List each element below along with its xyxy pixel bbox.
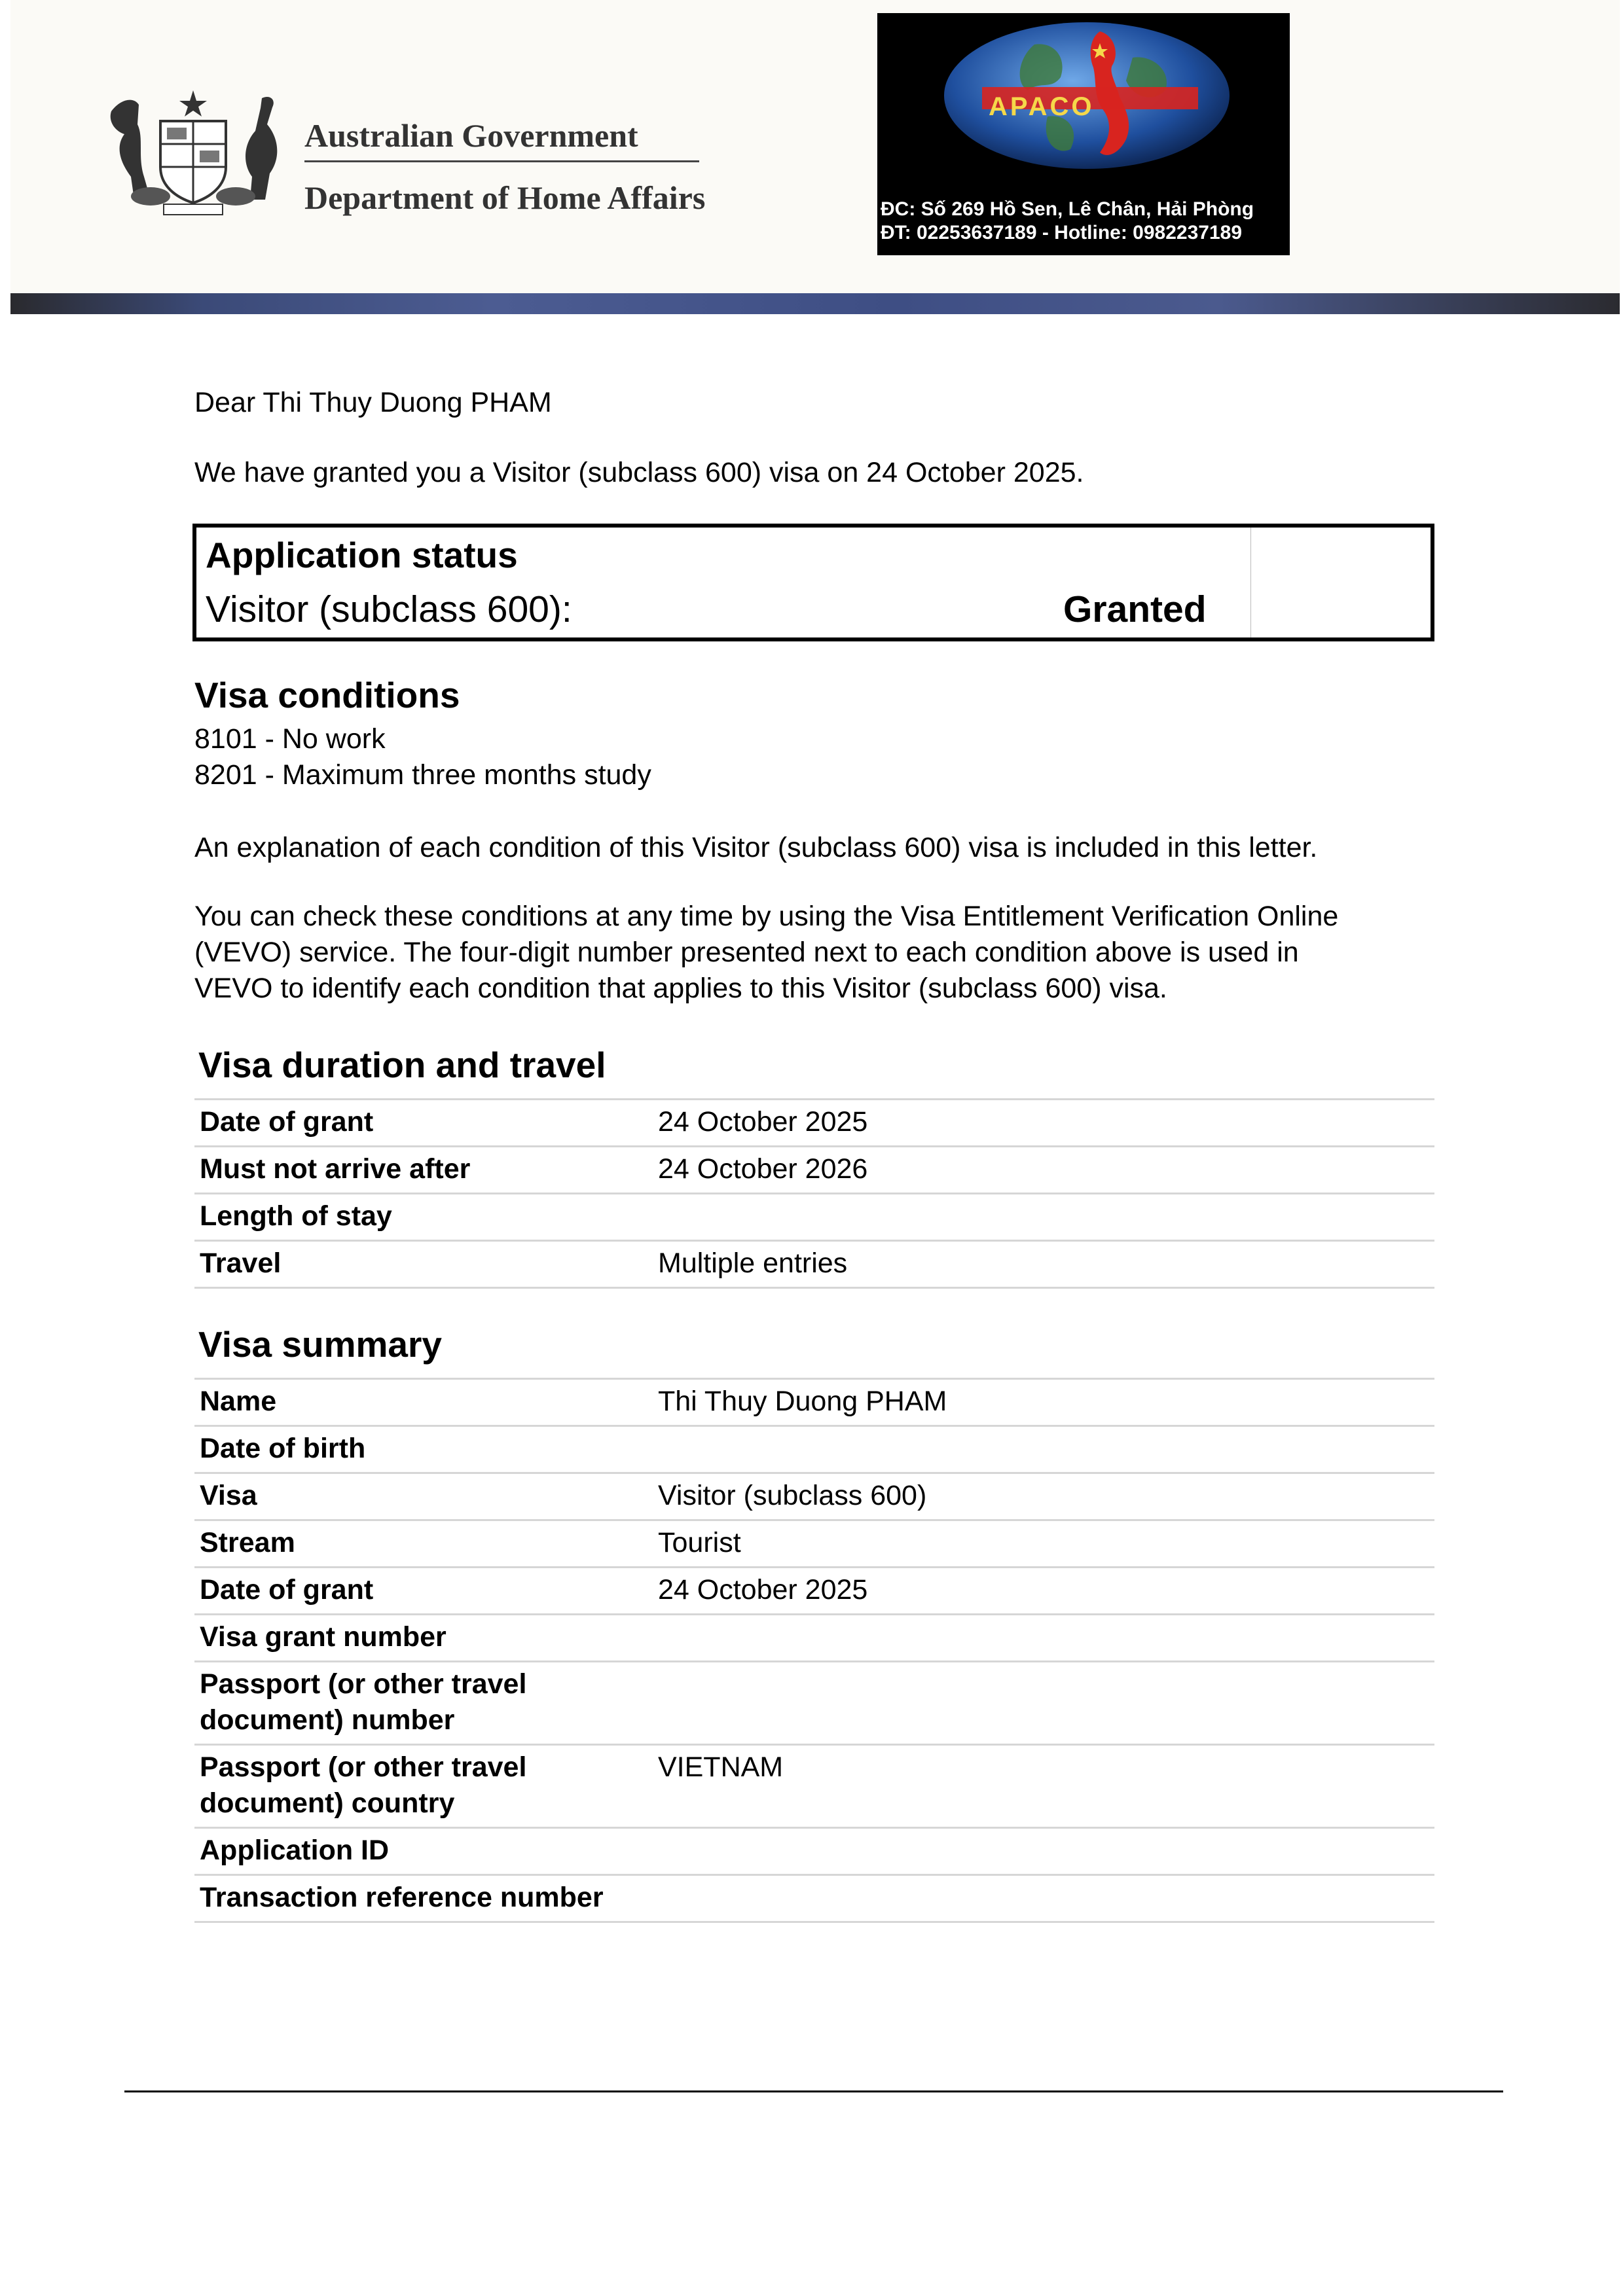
row-label: Passport (or other travel document) number — [200, 1668, 527, 1736]
row-label: Date of grant — [200, 1106, 374, 1138]
row-value: Thi Thuy Duong PHAM — [658, 1386, 947, 1417]
application-status-title: Application status — [206, 535, 518, 575]
row-value: 24 October 2025 — [658, 1574, 868, 1605]
row-label: Date of birth — [200, 1433, 366, 1464]
agency-address: ĐC: Số 269 Hồ Sen, Lê Chân, Hải Phòng — [881, 198, 1254, 220]
vevo-line: VEVO to identify each condition that applies to this Visitor (subclass 600) visa. — [194, 973, 1167, 1004]
table-row — [194, 1380, 1434, 1427]
row-label: Transaction reference number — [200, 1882, 604, 1913]
row-label: Must not arrive after — [200, 1153, 471, 1185]
table-row — [194, 1474, 1434, 1521]
agency-logo-text: APACO — [989, 92, 1095, 121]
table-row — [194, 1194, 1434, 1242]
table-row — [194, 1876, 1434, 1923]
status-badge: Granted — [1063, 588, 1207, 630]
row-value: Visitor (subclass 600) — [658, 1480, 927, 1511]
visa-duration-title: Visa duration and travel — [198, 1045, 606, 1085]
vevo-line: You can check these conditions at any time by using the Visa Entitlement Verification Online — [194, 901, 1339, 932]
table-row — [194, 1829, 1434, 1876]
row-label: Application ID — [200, 1835, 390, 1866]
table-row — [194, 1746, 1434, 1829]
condition-item: 8101 - No work — [194, 723, 386, 755]
table-row — [194, 1100, 1434, 1147]
visa-summary-title: Visa summary — [198, 1324, 443, 1365]
visa-conditions-title: Visa conditions — [194, 675, 460, 715]
grant-statement: We have granted you a Visitor (subclass 600) visa on 24 October 2025. — [194, 457, 1084, 488]
condition-item: 8201 - Maximum three months study — [194, 759, 651, 791]
table-row — [194, 1662, 1434, 1746]
visa-summary-table — [194, 1378, 1434, 1923]
row-label: Travel — [200, 1247, 282, 1279]
greeting: Dear Thi Thuy Duong PHAM — [194, 387, 552, 418]
government-name: Australian Government — [304, 117, 638, 154]
row-value: Multiple entries — [658, 1247, 848, 1279]
vevo-line: (VEVO) service. The four-digit number presented next to each condition above is used in — [194, 937, 1299, 968]
row-label: Name — [200, 1386, 277, 1417]
visa-duration-table — [194, 1098, 1434, 1289]
table-row — [194, 1615, 1434, 1662]
table-row — [194, 1521, 1434, 1568]
row-label: Length of stay — [200, 1200, 392, 1232]
row-label: Date of grant — [200, 1574, 374, 1605]
conditions-explanation: An explanation of each condition of this Visitor (subclass 600) visa is included in this letter. — [194, 832, 1318, 863]
row-label: Passport (or other travel document) country — [200, 1751, 527, 1819]
row-value: 24 October 2025 — [658, 1106, 868, 1138]
agency-phone: ĐT: 02253637189 - Hotline: 0982237189 — [881, 222, 1243, 243]
visa-type-label: Visitor (subclass 600): — [206, 588, 572, 630]
department-name: Department of Home Affairs — [304, 179, 706, 216]
table-row — [194, 1427, 1434, 1474]
header-divider — [304, 160, 699, 162]
table-row — [194, 1242, 1434, 1289]
footer-divider — [124, 2090, 1503, 2092]
header-color-bar — [10, 293, 1620, 314]
table-row — [194, 1147, 1434, 1194]
row-value: Tourist — [658, 1527, 741, 1558]
row-value: VIETNAM — [658, 1751, 784, 1783]
row-value: 24 October 2026 — [658, 1153, 868, 1185]
row-label: Visa — [200, 1480, 257, 1511]
application-status-box — [192, 524, 1434, 641]
row-label: Visa grant number — [200, 1621, 447, 1653]
coat-of-arms-icon — [98, 85, 288, 216]
row-label: Stream — [200, 1527, 295, 1558]
table-row — [194, 1568, 1434, 1615]
status-divider — [1250, 528, 1251, 637]
